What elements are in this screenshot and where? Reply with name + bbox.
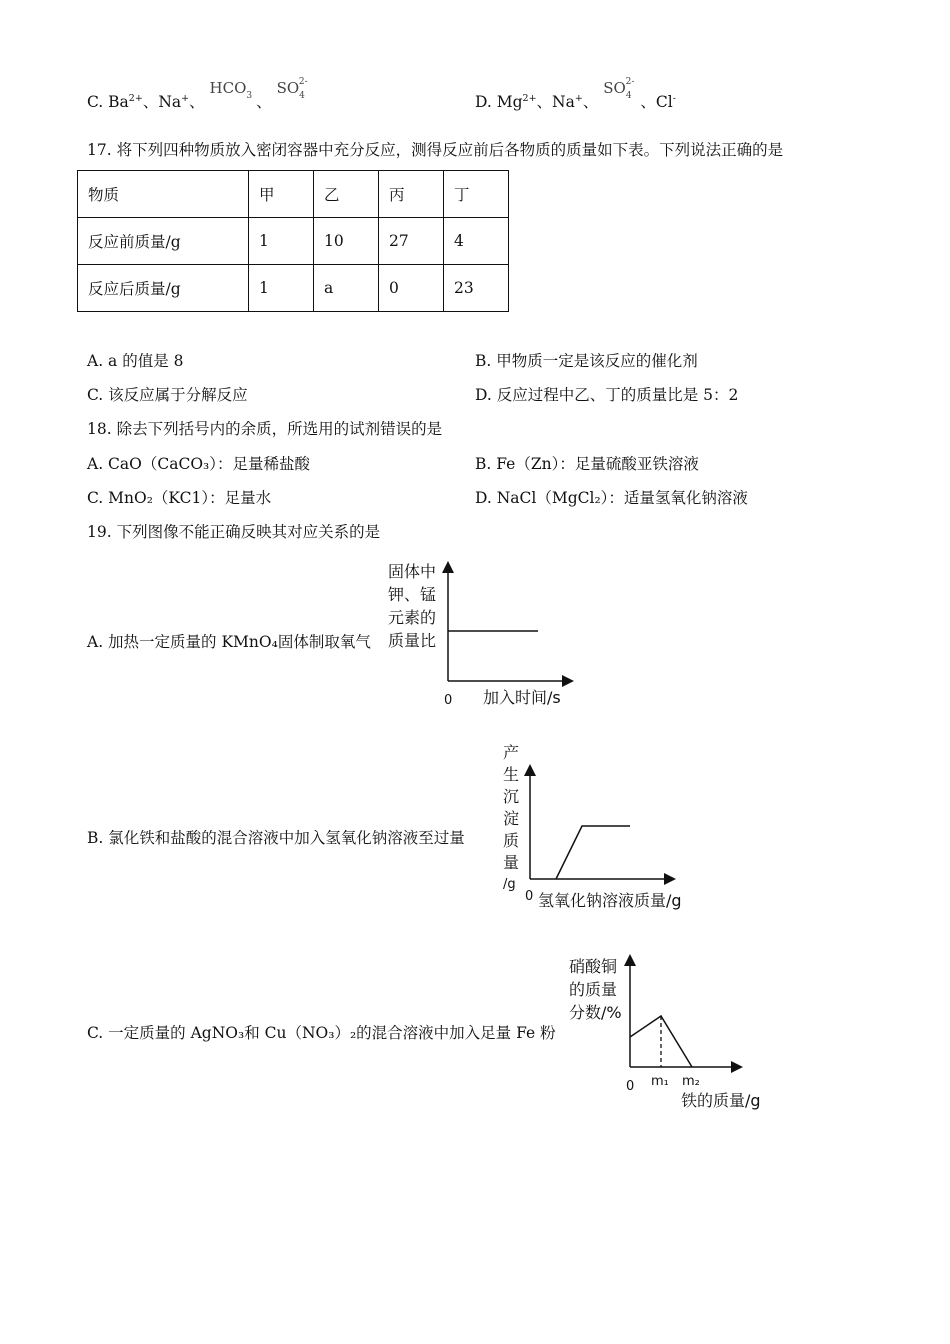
q19-option-a[interactable]: A. 加热一定质量的 KMnO₄固体制取氧气 bbox=[87, 633, 371, 651]
q18-option-d[interactable]: D. NaCl（MgCl₂）：适量氢氧化钠溶液 bbox=[475, 489, 748, 507]
y-axis-label: 量 bbox=[503, 853, 520, 872]
table-cell: 4 bbox=[444, 218, 509, 265]
y-axis-label: 的质量 bbox=[569, 980, 618, 999]
origin-label: 0 bbox=[444, 693, 453, 708]
x-axis-label: 铁的质量/g bbox=[681, 1091, 761, 1110]
table-row bbox=[78, 218, 509, 265]
origin-label: 0 bbox=[525, 889, 534, 904]
y-axis-label: 钾、锰 bbox=[388, 585, 437, 604]
data-line bbox=[556, 826, 630, 879]
y-axis-label: 质量比 bbox=[388, 631, 437, 650]
table-row bbox=[78, 265, 509, 312]
x-axis-label: 氢氧化钠溶液质量/g bbox=[538, 891, 682, 910]
hco3-ion: $HCO_3$ bbox=[209, 79, 253, 101]
y-axis-label: 生 bbox=[503, 765, 520, 784]
q17-option-d[interactable]: D. 反应过程中乙、丁的质量比是 5：2 bbox=[475, 386, 739, 404]
x-axis-label: 加入时间/s bbox=[483, 688, 561, 707]
table-cell: 1 bbox=[249, 265, 314, 312]
table-cell: 甲 bbox=[249, 171, 314, 218]
y-axis-label: 固体中 bbox=[388, 562, 437, 581]
q17-option-b[interactable]: B. 甲物质一定是该反应的催化剂 bbox=[475, 352, 698, 370]
y-axis-label: 硝酸铜 bbox=[569, 957, 618, 976]
y-axis-label: 分数/% bbox=[569, 1003, 622, 1022]
graph-c bbox=[565, 950, 775, 1115]
table-cell: 丁 bbox=[444, 171, 509, 218]
q18-stem: 18. 除去下列括号内的余质，所选用的试剂错误的是 bbox=[87, 420, 443, 438]
origin-label: 0 bbox=[626, 1079, 635, 1094]
q17-option-a[interactable]: A. a 的值是 8 bbox=[87, 352, 184, 370]
table-cell: 物质 bbox=[78, 171, 249, 218]
q19-option-b[interactable]: B. 氯化铁和盐酸的混合溶液中加入氢氧化钠溶液至过量 bbox=[87, 829, 465, 847]
table-cell: 丙 bbox=[379, 171, 444, 218]
graph-b bbox=[498, 740, 708, 915]
q17-stem: 17. 将下列四种物质放入密闭容器中充分反应，测得反应前后各物质的质量如下表。下列说法正确的是 bbox=[87, 141, 784, 159]
x-tick-label: m₂ bbox=[682, 1074, 700, 1089]
q19-stem: 19. 下列图像不能正确反映其对应关系的是 bbox=[87, 523, 381, 541]
q18-option-a[interactable]: A. CaO（CaCO₃）：足量稀盐酸 bbox=[87, 455, 310, 473]
graph-a bbox=[380, 555, 580, 715]
so4-ion: $SO_4^{2-}$ bbox=[276, 77, 308, 101]
q18-option-c[interactable]: C. MnO₂（KC1）：足量水 bbox=[87, 489, 272, 507]
y-axis-label: 质 bbox=[503, 831, 520, 850]
table-cell: 0 bbox=[379, 265, 444, 312]
table-cell: 1 bbox=[249, 218, 314, 265]
table-cell: 反应前质量/g bbox=[78, 218, 249, 265]
x-tick-label: m₁ bbox=[651, 1074, 669, 1089]
table-cell: 反应后质量/g bbox=[78, 265, 249, 312]
table-cell: 23 bbox=[444, 265, 509, 312]
so4-ion: $SO_4^{2-}$ bbox=[603, 77, 635, 101]
y-axis-label: /g bbox=[503, 877, 516, 892]
q18-option-b[interactable]: B. Fe（Zn）：足量硫酸亚铁溶液 bbox=[475, 455, 699, 473]
y-axis-label: 产 bbox=[503, 743, 520, 762]
q16-option-d[interactable]: D. $Mg^{2+}$、Na+、 $SO_4^{2-}$、Cl- bbox=[475, 77, 676, 111]
q19-option-c[interactable]: C. 一定质量的 AgNO₃和 Cu（NO₃）₂的混合溶液中加入足量 Fe 粉 bbox=[87, 1024, 556, 1042]
table-cell: 27 bbox=[379, 218, 444, 265]
y-axis-label: 元素的 bbox=[388, 608, 437, 627]
table-header-row bbox=[78, 171, 509, 218]
q17-option-c[interactable]: C. 该反应属于分解反应 bbox=[87, 386, 248, 404]
table-cell: 10 bbox=[314, 218, 379, 265]
y-axis-label: 沉 bbox=[503, 787, 520, 806]
q17-mass-table bbox=[77, 170, 509, 312]
table-cell: 乙 bbox=[314, 171, 379, 218]
y-axis-label: 淀 bbox=[503, 809, 520, 828]
q16-option-c[interactable]: C. $Ba^{2+}$、Na+、 $HCO_3$ 、 $SO_4^{2-}$ bbox=[87, 77, 308, 111]
table-cell: a bbox=[314, 265, 379, 312]
